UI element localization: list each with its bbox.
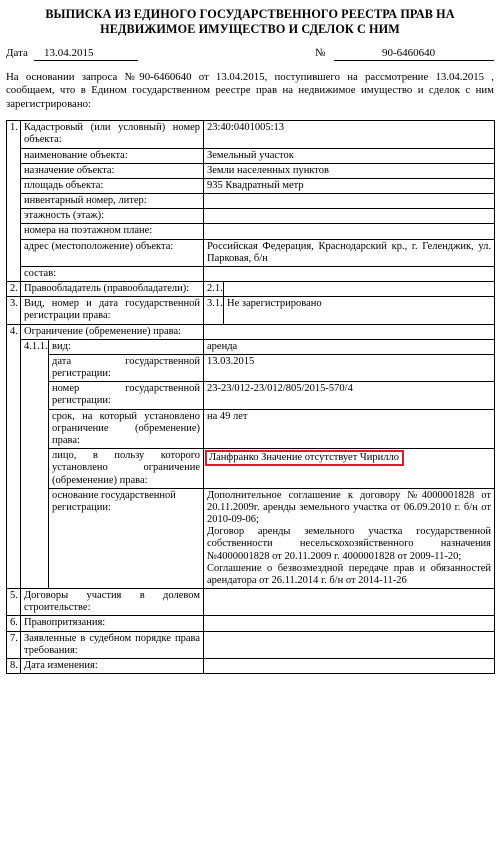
floors-label: этажность (этаж): bbox=[21, 209, 204, 224]
section-8-number: 8. bbox=[7, 658, 21, 673]
inventory-number-value bbox=[204, 194, 495, 209]
number-label: № bbox=[315, 46, 326, 59]
reg-date-label: дата государственной регистрации: bbox=[49, 354, 204, 381]
number-underline bbox=[334, 60, 494, 61]
beneficiary-cell bbox=[204, 449, 495, 489]
document-title bbox=[6, 7, 494, 37]
reg-date-value: 13.03.2015 bbox=[204, 354, 495, 381]
address-label: адрес (местоположение) объекта: bbox=[21, 239, 204, 266]
date-label: Дата bbox=[6, 46, 28, 59]
section-5-number: 5. bbox=[7, 589, 21, 616]
right-holder-value bbox=[224, 282, 495, 297]
basis-line-2: Договор аренды земельного участка государственной собственности несельскохозяйственного назначения №4000001828 от 20.11.2009 г. 4000001828 от 2009-11-20; bbox=[207, 526, 492, 562]
registration-label: Вид, номер и дата государственной регистрации права: bbox=[21, 297, 204, 324]
object-name-label: наименование объекта: bbox=[21, 148, 204, 163]
table-row bbox=[7, 266, 495, 281]
composition-value bbox=[204, 266, 495, 281]
table-row bbox=[7, 631, 495, 658]
table-row bbox=[7, 282, 495, 297]
object-purpose-label: назначение объекта: bbox=[21, 163, 204, 178]
number-value: 90-6460640 bbox=[382, 46, 436, 59]
section-7-number: 7. bbox=[7, 631, 21, 658]
section-3-number: 3. bbox=[7, 297, 21, 324]
object-area-value: 935 Квадратный метр bbox=[204, 178, 495, 193]
basis-label: основание государственной регистрации: bbox=[49, 488, 204, 588]
date-underline bbox=[34, 60, 138, 61]
right-holder-sub-number: 2.1. bbox=[204, 282, 224, 297]
table-row bbox=[7, 121, 495, 148]
table-row bbox=[7, 209, 495, 224]
basis-line-1: Дополнительное соглашение к договору №4000001828 от 20.11.2009г. аренды земельного участка от 06.09.2010 г. б/н от 2010-09-06; bbox=[207, 489, 492, 526]
floor-plan-numbers-label: номера на поэтажном плане: bbox=[21, 224, 204, 239]
section-6-number: 6. bbox=[7, 616, 21, 631]
encumbrance-type-value: аренда bbox=[204, 339, 495, 354]
encumbrance-label: Ограничение (обременение) права: bbox=[21, 324, 204, 339]
title-line-1: ВЫПИСКА ИЗ ЕДИНОГО ГОСУДАРСТВЕННОГО РЕЕСТРА ПРАВ НА bbox=[45, 7, 455, 21]
court-claims-label: Заявленные в судебном порядке права требования: bbox=[21, 631, 204, 658]
change-date-label: Дата изменения: bbox=[21, 658, 204, 673]
term-label: срок, на который установлено ограничение (обременение) права: bbox=[49, 409, 204, 449]
registration-sub-number: 3.1. bbox=[204, 297, 224, 324]
encumbrance-type-label: вид: bbox=[49, 339, 204, 354]
table-row bbox=[7, 239, 495, 266]
date-value: 13.04.2015 bbox=[44, 46, 94, 59]
composition-label: состав: bbox=[21, 266, 204, 281]
table-row bbox=[7, 148, 495, 163]
table-row bbox=[7, 194, 495, 209]
table-row bbox=[7, 658, 495, 673]
table-row bbox=[7, 409, 495, 449]
registration-value: Не зарегистрировано bbox=[224, 297, 495, 324]
reg-number-value: 23-23/012-23/012/805/2015-570/4 bbox=[204, 382, 495, 409]
beneficiary-label: лицо, в пользу которого установлено ограничение (обременение) права: bbox=[49, 449, 204, 489]
table-row bbox=[7, 163, 495, 178]
object-area-label: площадь объекта: bbox=[21, 178, 204, 193]
floor-plan-numbers-value bbox=[204, 224, 495, 239]
table-row bbox=[7, 382, 495, 409]
right-holder-label: Правообладатель (правообладатели): bbox=[21, 282, 204, 297]
table-row bbox=[7, 616, 495, 631]
table-row bbox=[7, 488, 495, 588]
shared-construction-label: Договоры участия в долевом строительстве: bbox=[21, 589, 204, 616]
claims-value bbox=[204, 616, 495, 631]
register-table bbox=[6, 120, 495, 674]
intro-paragraph: На основании запроса №90-6460640 от 13.04.2015, поступившего на рассмотрение 13.04.2015 , сообщаем, что в Едином государственном реестре прав на недвижимое имущество и сделок с ним зарегистрировано: bbox=[6, 70, 494, 110]
cadastral-number-value: 23:40:0401005:13 bbox=[204, 121, 495, 148]
table-row bbox=[7, 324, 495, 339]
table-row bbox=[7, 339, 495, 354]
table-row bbox=[7, 354, 495, 381]
section-4-number: 4. bbox=[7, 324, 21, 588]
section-1-number: 1. bbox=[7, 121, 21, 282]
court-claims-value bbox=[204, 631, 495, 658]
encumbrance-value bbox=[204, 324, 495, 339]
section-2-number: 2. bbox=[7, 282, 21, 297]
inventory-number-label: инвентарный номер, литер: bbox=[21, 194, 204, 209]
table-row bbox=[7, 589, 495, 616]
table-row bbox=[7, 297, 495, 324]
floors-value bbox=[204, 209, 495, 224]
table-row bbox=[7, 178, 495, 193]
shared-construction-value bbox=[204, 589, 495, 616]
beneficiary-value-highlighted: Ланфранко Значение отсутствует Чирилло bbox=[205, 450, 404, 466]
table-row bbox=[7, 224, 495, 239]
cadastral-number-label: Кадастровый (или условный) номер объекта: bbox=[21, 121, 204, 148]
basis-line-3: Соглашение о безвозмездной передаче прав и обязанностей арендатора от 26.11.2014 г. б/н от 2014-11-26 bbox=[207, 562, 492, 586]
title-line-2: НЕДВИЖИМОЕ ИМУЩЕСТВО И СДЕЛОК С НИМ bbox=[100, 21, 400, 36]
change-date-value bbox=[204, 658, 495, 673]
table-row bbox=[7, 449, 495, 489]
object-purpose-value: Земли населенных пунктов bbox=[204, 163, 495, 178]
object-name-value: Земельный участок bbox=[204, 148, 495, 163]
claims-label: Правопритязания: bbox=[21, 616, 204, 631]
encumbrance-sub-number: 4.1.1. bbox=[21, 339, 49, 588]
date-number-row bbox=[6, 45, 494, 63]
term-value: на 49 лет bbox=[204, 409, 495, 449]
reg-number-label: номер государственной регистрации: bbox=[49, 382, 204, 409]
basis-value bbox=[204, 488, 495, 588]
address-value: Российская Федерация, Краснодарский кр., г. Геленджик, ул. Парковая, б/н bbox=[204, 239, 495, 266]
